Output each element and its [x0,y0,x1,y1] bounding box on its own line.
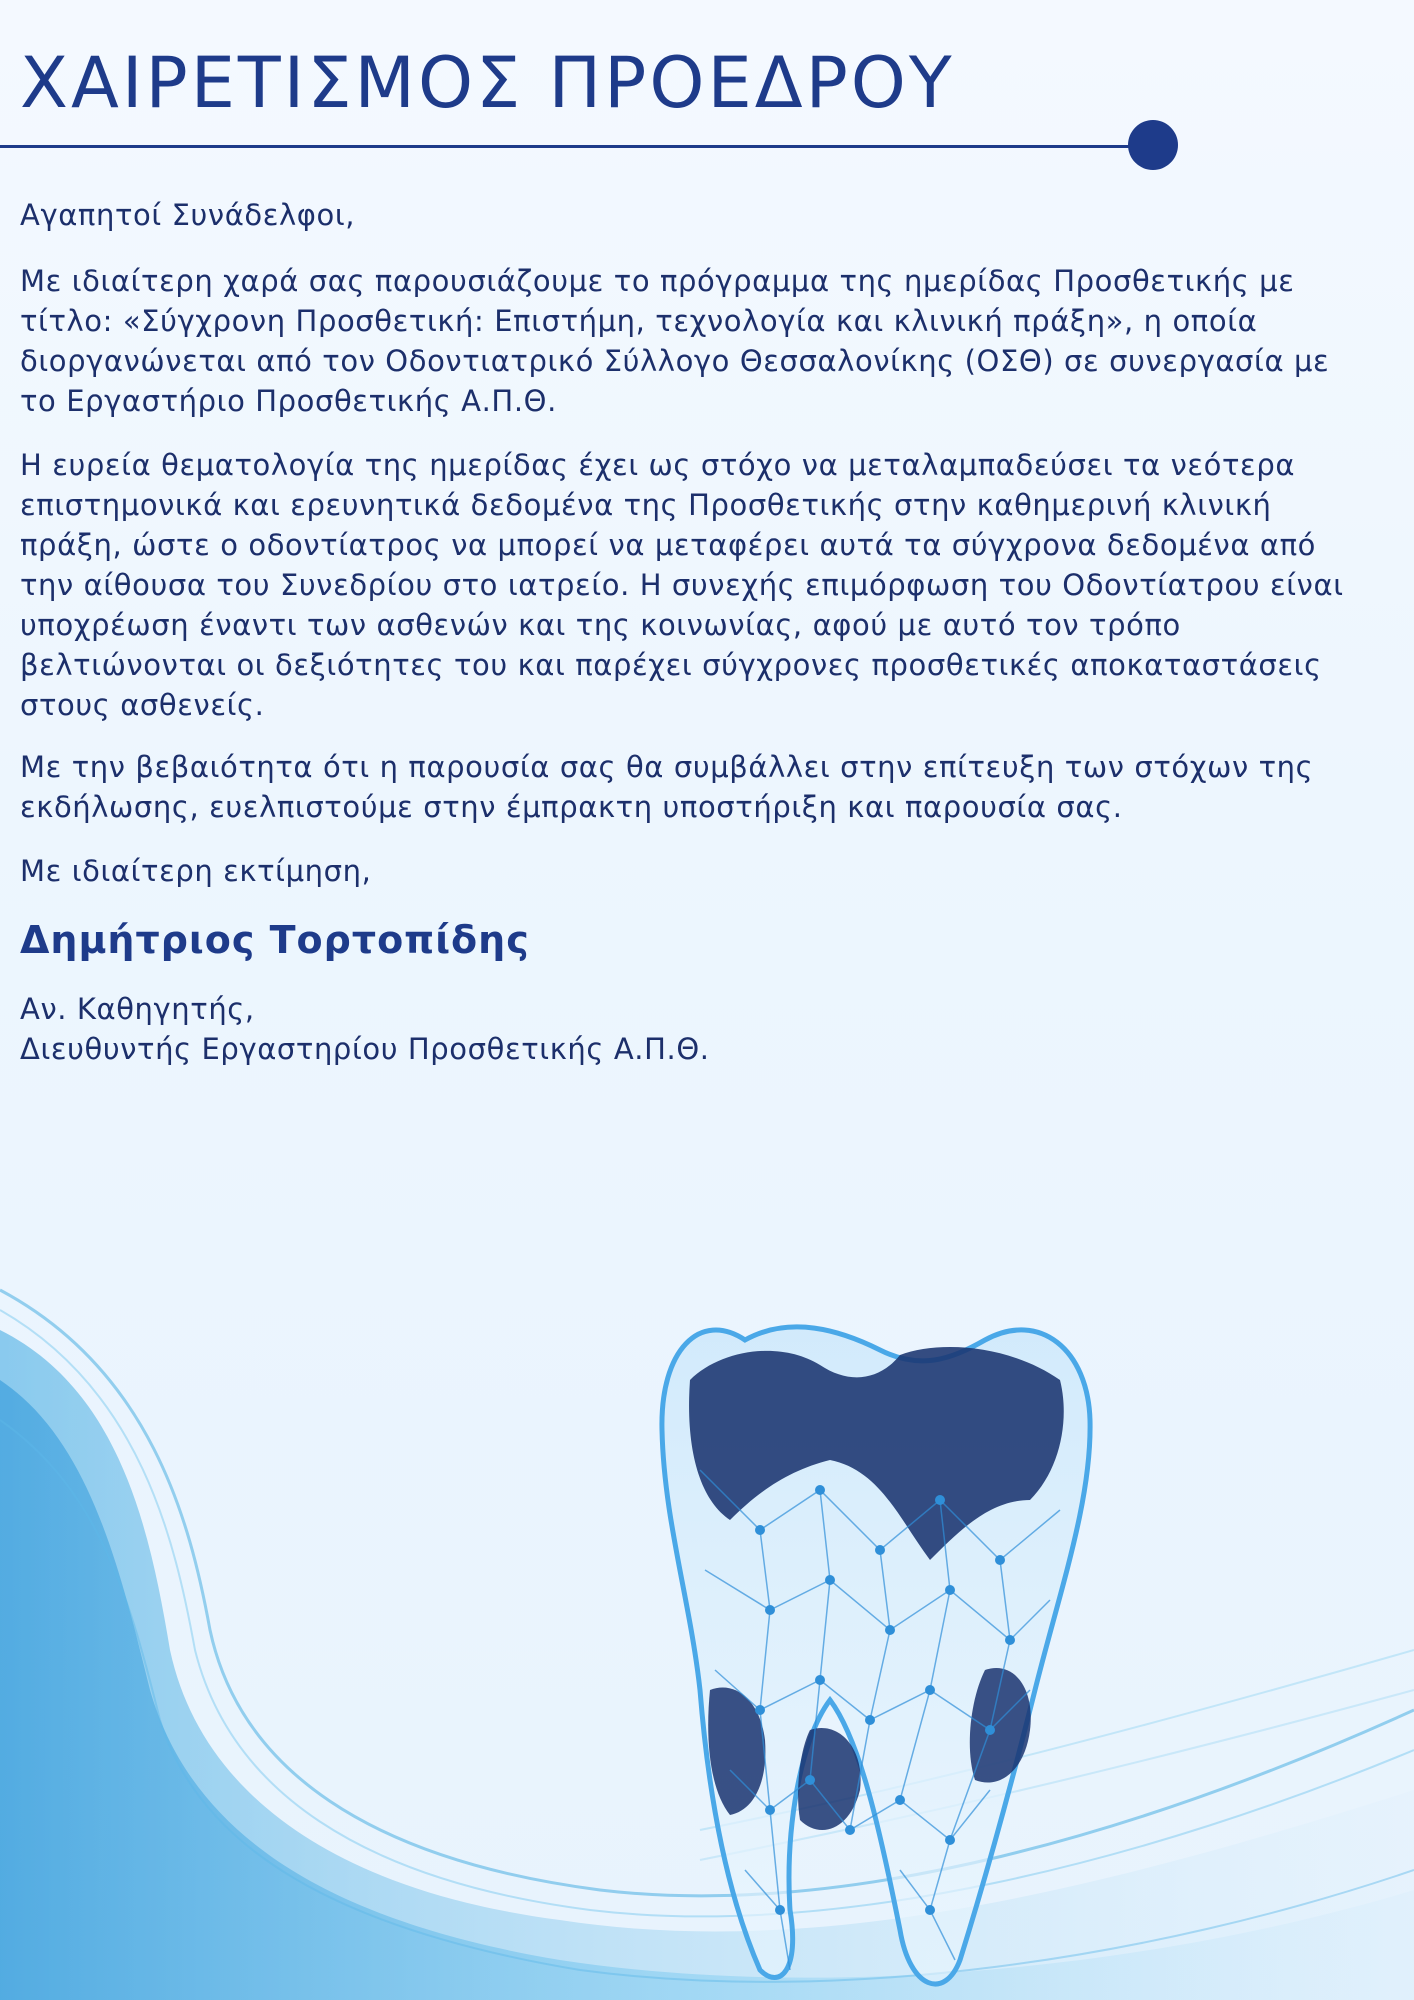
letter-paragraph: Με ιδιαίτερη χαρά σας παρουσιάζουμε το πρόγραμμα της ημερίδας Προσθετικής με τίτλο: «Σύγχρονη Προσθετική: Επιστήμη, τεχνολογία και κλινική πράξη», η οποία διοργανώνεται από τον Οδοντιατρικό Σύλλογο Θεσσαλονίκης (ΟΣΘ) σε συνεργασία με το Εργαστήριο Προσθετικής Α.Π.Θ. [20,264,1330,418]
letter-greeting: Αγαπητοί Συνάδελφοι, [20,198,356,232]
role-title: Αν. Καθηγητής, [20,992,255,1026]
signatory-role [20,989,1360,1069]
letter-body [20,195,1360,1093]
letter-paragraph: Με την βεβαιότητα ότι η παρουσία σας θα συμβάλλει στην επίτευξη των στόχων της εκδήλωσης, ευελπιστούμε στην έμπρακτη υποστήριξη και παρουσία σας. [20,750,1314,824]
decorative-art [0,1270,1414,2000]
page-title: ΧΑΙΡΕΤΙΣΜΟΣ ΠΡΟΕΔΡΟΥ [20,42,955,124]
role-position: Διευθυντής Εργαστηρίου Προσθετικής Α.Π.Θ. [20,1032,710,1066]
title-dot-ornament [1128,120,1178,170]
tooth-icon [662,1327,1090,1984]
title-underline [0,145,1142,148]
letter-closing: Με ιδιαίτερη εκτίμηση, [20,854,372,888]
signatory-name: Δημήτριος Τορτοπίδης [20,918,530,962]
letter-paragraph: Η ευρεία θεματολογία της ημερίδας έχει ως στόχο να μεταλαμπαδεύσει τα νεότερα επιστημονικά και ερευνητικά δεδομένα της Προσθετικής στην καθημερινή κλινική πράξη, ώστε ο οδοντίατρος να μπορεί να μεταφέρει αυτά τα σύγχρονα δεδομένα από την αίθουσα του Συνεδρίου στο ιατρείο. Η συνεχής επιμόρφωση του Οδοντίατρου είναι υποχρέωση έναντι των ασθενών και της κοινωνίας, αφού με αυτό τον τρόπο βελτιώνονται οι δεξιότητες του και παρέχει σύγχρονες προσθετικές αποκαταστάσεις στους ασθενείς. [20,448,1344,722]
